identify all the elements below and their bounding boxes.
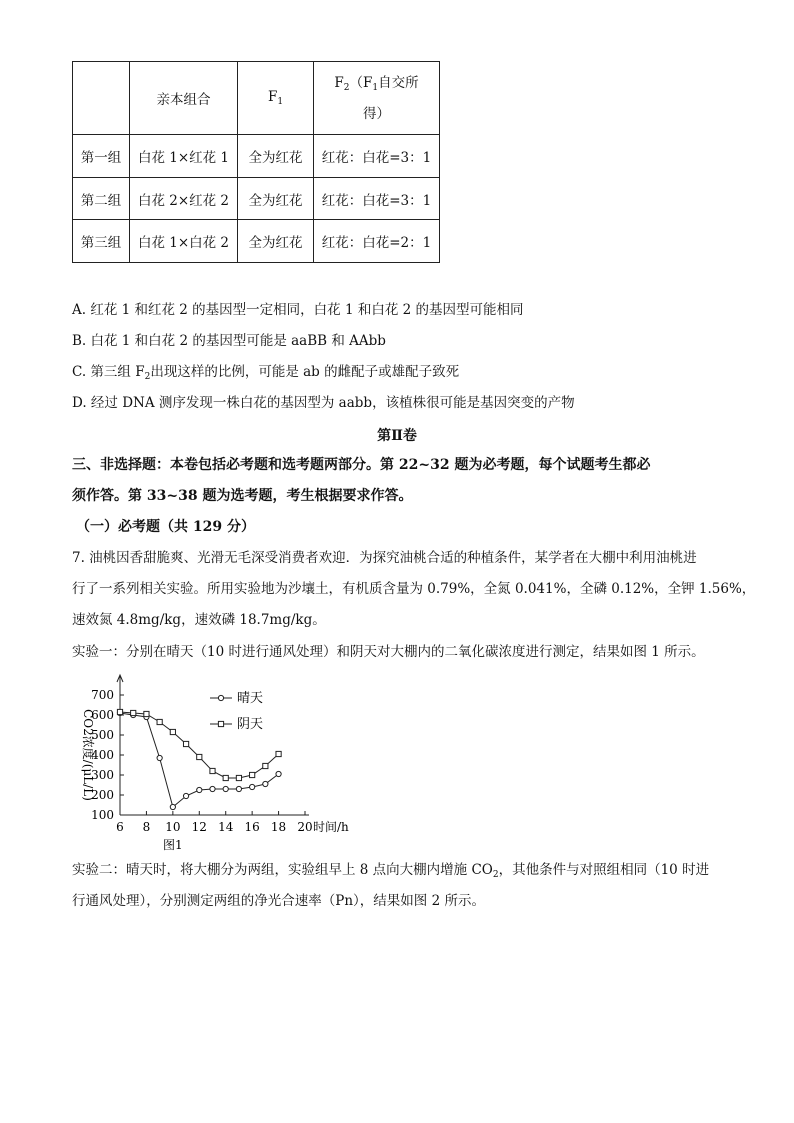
data-point	[197, 754, 202, 759]
x-tick-label: 6	[116, 820, 124, 834]
legend-marker	[218, 695, 223, 700]
table-row	[73, 220, 440, 263]
data-point	[263, 781, 268, 786]
table-header-row	[73, 62, 440, 135]
co2-subscript: 2	[492, 870, 499, 880]
table-row	[73, 178, 440, 220]
data-point	[117, 709, 122, 714]
y-tick-label: 300	[91, 768, 114, 782]
parents-cell: 白花 1×红花 1	[130, 135, 238, 178]
data-point	[131, 710, 136, 715]
legend-label: 阴天	[237, 717, 264, 732]
y-tick-label: 200	[91, 788, 114, 802]
data-point	[144, 711, 149, 716]
x-tick-label: 18	[270, 820, 287, 834]
experiment-2-text-part: ，其他条件与对照组相同（10 时进	[498, 862, 710, 878]
cross-results-table	[72, 61, 440, 263]
table-row	[73, 135, 440, 178]
data-point	[223, 786, 228, 791]
experiment-2-text-cont: 行通风处理），分别测定两组的净光合速率（Pn），结果如图 2 所示。	[72, 893, 485, 909]
data-point	[170, 729, 175, 734]
y-tick-label: 700	[91, 688, 114, 702]
group-cell: 第三组	[73, 220, 130, 263]
f1-cell: 全为红花	[238, 178, 314, 220]
data-point	[250, 772, 255, 777]
data-point	[263, 763, 268, 768]
data-point	[210, 786, 215, 791]
option-b: B. 白花 1 和白花 2 的基因型可能是 aaBB 和 AAbb	[72, 333, 386, 349]
y-tick-label: 100	[91, 808, 114, 822]
f1-cell: 全为红花	[238, 135, 314, 178]
chart-axes	[117, 675, 309, 815]
data-point	[276, 771, 281, 776]
data-point	[197, 787, 202, 792]
section-title: 第Ⅱ卷	[377, 428, 417, 444]
legend-label: 晴天	[237, 691, 264, 706]
header-f1: $F_1$	[238, 62, 314, 135]
parents-cell: 白花 1×白花 2	[130, 220, 238, 263]
option-c-subscript: 2	[144, 372, 151, 382]
x-tick-label: 12	[191, 820, 207, 834]
y-tick-label: 400	[91, 748, 114, 762]
x-tick-label: 16	[244, 820, 260, 834]
x-tick-label: 10	[165, 820, 181, 834]
option-c-text-rest: 出现这样的比例，可能是 ab 的雌配子或雄配子致死	[150, 364, 460, 380]
y-tick-label: 500	[91, 728, 114, 742]
chart-title: 图1	[163, 838, 183, 852]
data-point	[236, 786, 241, 791]
f2-cell: 红花：白花=3：1	[314, 135, 440, 178]
data-point	[157, 755, 162, 760]
data-point	[236, 775, 241, 780]
f2-cell: 红花：白花=2：1	[314, 220, 440, 263]
parents-cell: 白花 2×红花 2	[130, 178, 238, 220]
legend-marker	[218, 721, 223, 726]
header-parents: 亲本组合	[130, 62, 238, 135]
question-text: 速效氮 4.8mg/kg，速效磷 18.7mg/kg。	[72, 612, 326, 628]
y-tick-label: 600	[91, 708, 114, 722]
f1-cell: 全为红花	[238, 220, 314, 263]
data-point	[183, 741, 188, 746]
header-empty-cell	[73, 62, 130, 135]
experiment-2-text-part: 实验二：晴天时，将大棚分为两组，实验组早上 8 点向大棚内增施 CO	[72, 862, 493, 878]
data-point	[276, 751, 281, 756]
section-heading: 三、非选择题：本卷包括必考题和选考题两部分。第 22~32 题为必考题，每个试题考生都必	[72, 457, 651, 473]
option-c-text: C. 第三组 F	[72, 364, 145, 380]
data-point	[157, 719, 162, 724]
x-tick-label: 8	[142, 820, 151, 834]
group-cell: 第二组	[73, 178, 130, 220]
data-point	[223, 775, 228, 780]
data-point	[170, 804, 175, 809]
data-point	[210, 768, 215, 773]
x-tick-label: 20	[297, 820, 313, 834]
header-f2: $F_2(F_1$自交所 得）	[314, 62, 440, 135]
x-axis-label: 时间/h	[313, 820, 349, 834]
option-a: A. 红花 1 和红花 2 的基因型一定相同，白花 1 和白花 2 的基因型可能相同	[72, 302, 524, 318]
experiment-1-text: 实验一：分别在晴天（10 时进行通风处理）和阴天对大棚内的二氧化碳浓度进行测定，结果如图 1 所示。	[72, 644, 705, 660]
data-point	[183, 793, 188, 798]
data-point	[250, 784, 255, 789]
question-text: 行了一系列相关实验。所用实验地为沙壤土，有机质含量为 0.79%，全氮 0.041%，全磷 0.12%，全钾 1.56%，	[72, 581, 756, 597]
option-c	[72, 362, 459, 387]
y-axis-label: CO2浓度/(μL/L)	[81, 709, 95, 801]
question-text: 7. 油桃因香甜脆爽、光滑无毛深受消费者欢迎．为探究油桃合适的种植条件，某学者在大棚中利用油桃进	[72, 550, 697, 566]
x-tick-label: 14	[218, 820, 234, 834]
experiment-2-text	[72, 860, 709, 885]
figure-1-chart	[70, 670, 370, 855]
option-d: D. 经过 DNA 测序发现一株白花的基因型为 aabb，该植株很可能是基因突变的产物	[72, 395, 575, 411]
section-heading-cont: 须作答。第 33~38 题为选考题，考生根据要求作答。	[72, 488, 413, 504]
sub-heading: （一）必考题（共 129 分）	[76, 519, 255, 535]
group-cell: 第一组	[73, 135, 130, 178]
f2-cell: 红花：白花=3：1	[314, 178, 440, 220]
